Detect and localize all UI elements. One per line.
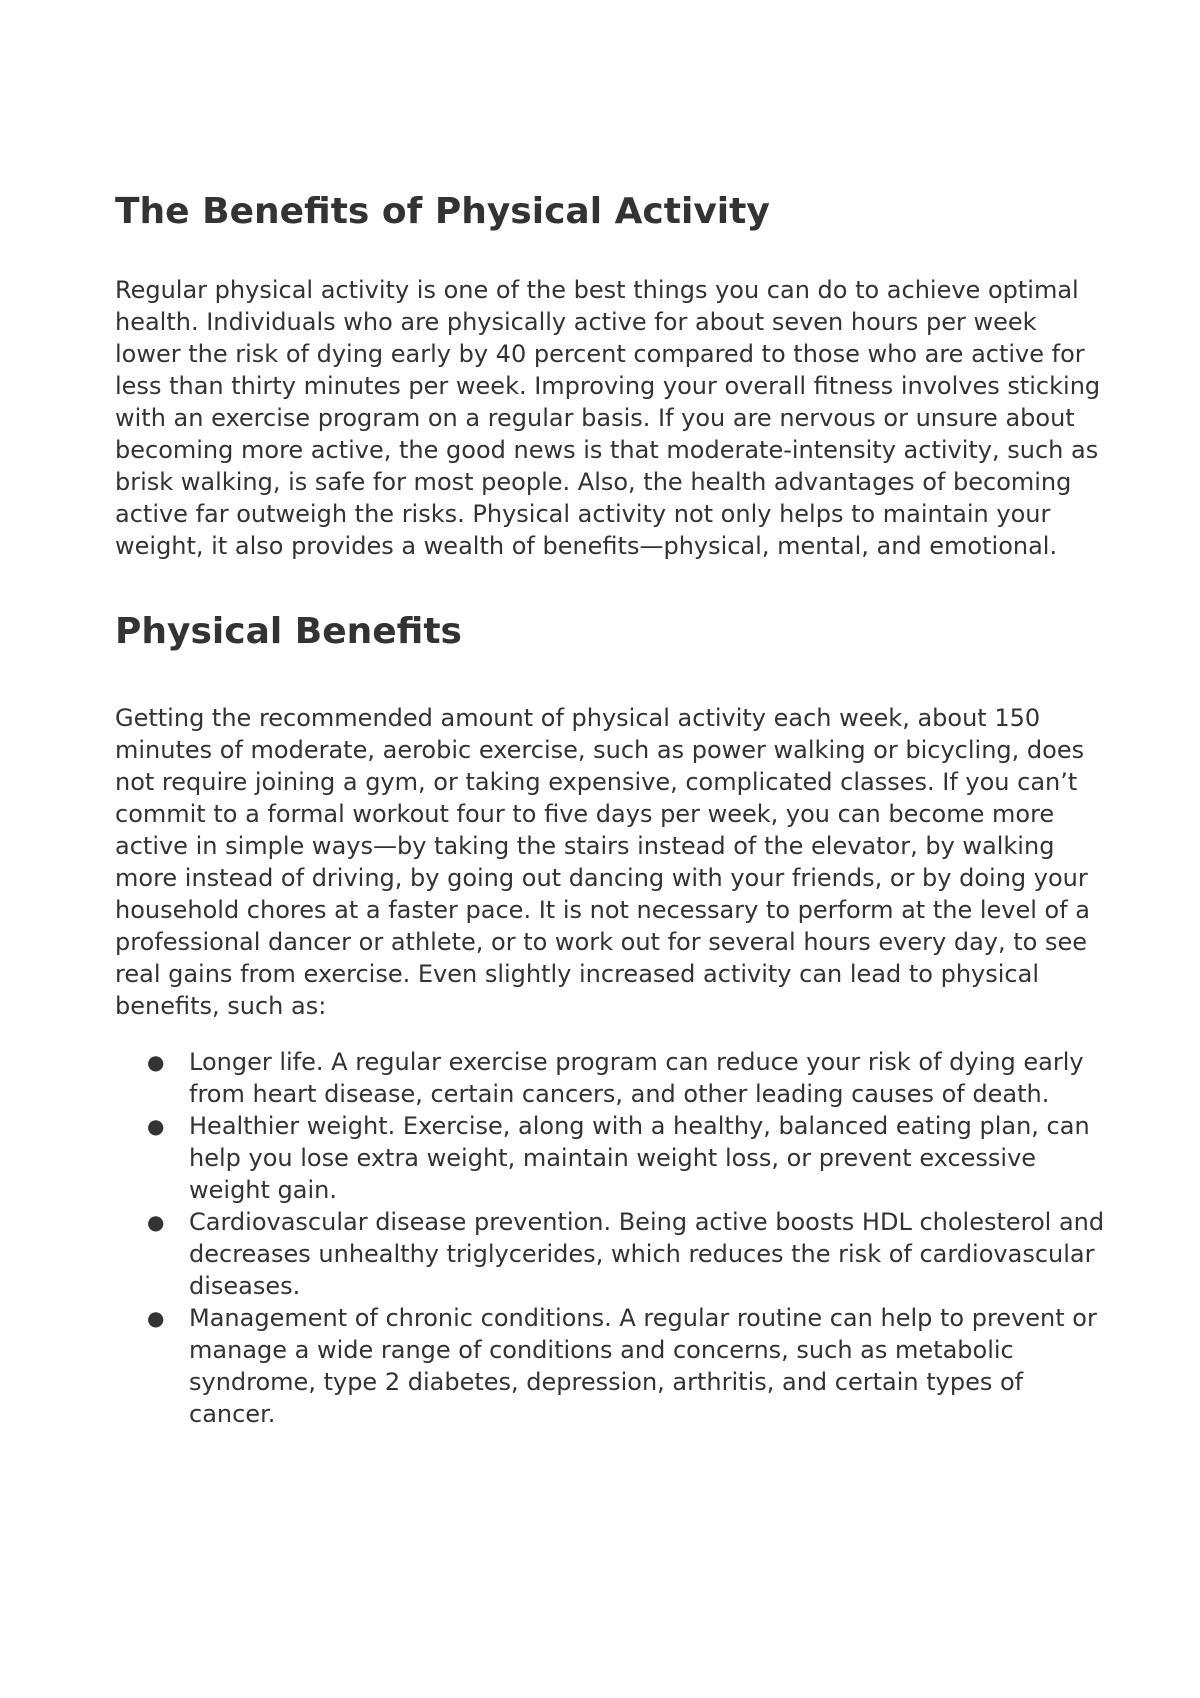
- benefits-list: [115, 1046, 1105, 1430]
- bullet-icon: ●: [147, 1210, 165, 1234]
- intro-paragraph: Regular physical activity is one of the best things you can do to achieve optimal health. Individuals who are physically active for about seven hours per week lower the risk of dying early by 40 percent compared to those who are active for less than thirty minutes per week. Improving your overall fitness involves sticking with an exercise program on a regular basis. If you are nervous or unsure about becoming more active, the good news is that moderate-intensity activity, such as brisk walking, is safe for most people. Also, the health advantages of becoming active far outweigh the risks. Physical activity not only helps to maintain your weight, it also provides a wealth of benefits—physical, mental, and emotional.: [115, 276, 1101, 560]
- list-item: [147, 1046, 1105, 1110]
- bullet-icon: ●: [147, 1306, 165, 1330]
- list-item: [147, 1302, 1105, 1430]
- section-paragraph: Getting the recommended amount of physical activity each week, about 150 minutes of moderate, aerobic exercise, such as power walking or bicycling, does not require joining a gym, or taking expensive, complicated classes. If you can’t commit to a formal workout four to five days per week, you can become more active in simple ways—by taking the stairs instead of the elevator, by walking more instead of driving, by going out dancing with your friends, or by doing your household chores at a faster pace. It is not necessary to perform at the level of a professional dancer or athlete, or to work out for several hours every day, to see real gains from exercise. Even slightly increased activity can lead to physical benefits, such as:: [115, 704, 1091, 1020]
- bullet-icon: ●: [147, 1114, 165, 1138]
- bullet-icon: ●: [147, 1050, 165, 1074]
- section-heading: Physical Benefits: [115, 611, 462, 652]
- list-item: [147, 1206, 1105, 1302]
- list-item-text: Longer life. A regular exercise program can reduce your risk of dying early from heart disease, certain cancers, and other leading causes of death.: [189, 1048, 1084, 1108]
- page-title: The Benefits of Physical Activity: [115, 191, 770, 232]
- list-item-text: Cardiovascular disease prevention. Being active boosts HDL cholesterol and decreases unhealthy triglycerides, which reduces the risk of cardiovascular diseases.: [189, 1208, 1105, 1300]
- list-item: [147, 1110, 1105, 1206]
- document-page: [115, 190, 1105, 1430]
- list-item-text: Healthier weight. Exercise, along with a healthy, balanced eating plan, can help you lose extra weight, maintain weight loss, or prevent excessive weight gain.: [189, 1112, 1090, 1204]
- list-item-text: Management of chronic conditions. A regular routine can help to prevent or manage a wide range of conditions and concerns, such as metabolic syndrome, type 2 diabetes, depression, arthritis, and certain types of cancer.: [189, 1304, 1097, 1428]
